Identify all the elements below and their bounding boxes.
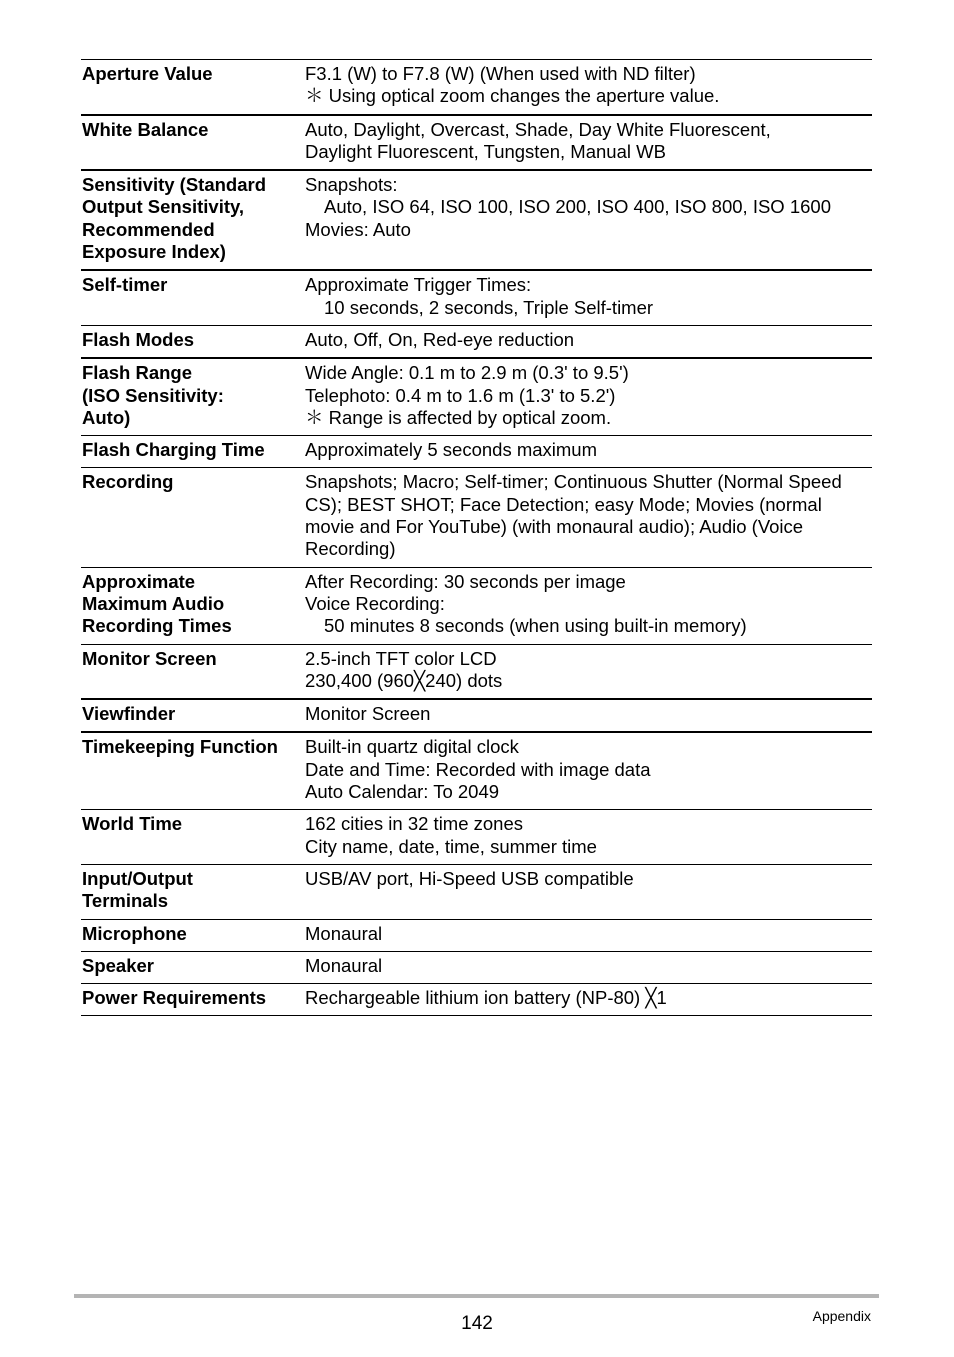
spec-value-cell — [304, 170, 872, 270]
spec-row — [81, 699, 872, 732]
spec-row — [81, 951, 872, 983]
spec-row — [81, 358, 872, 435]
spec-value-line: ＊ Range is affected by optical zoom. — [305, 406, 612, 428]
spec-value-cell — [304, 436, 872, 468]
spec-label: Microphone — [82, 922, 187, 944]
spec-value-line: Approximately 5 seconds maximum — [305, 439, 597, 461]
spec-value-cell — [304, 468, 872, 567]
spec-row — [81, 567, 872, 644]
spec-value — [304, 700, 872, 731]
spec-value-line: Movies: Auto — [305, 218, 411, 240]
spec-label-cell — [81, 732, 304, 809]
spec-value-line: Monaural — [305, 922, 383, 944]
spec-row — [81, 60, 872, 115]
spec-label: Self-timer — [82, 274, 168, 296]
spec-row — [81, 919, 872, 951]
spec-value-cell — [304, 358, 872, 435]
spec-value — [304, 733, 872, 809]
spec-label: Approximate Maximum Audio Recording Times — [82, 570, 232, 637]
spec-value-cell — [304, 984, 872, 1016]
spec-value — [304, 865, 872, 896]
spec-value-line: Auto, ISO 64, ISO 100, ISO 200, ISO 400, ISO 800, ISO 1600 — [324, 196, 831, 218]
spec-value — [304, 920, 872, 951]
spec-row — [81, 644, 872, 699]
spec-value-cell — [304, 325, 872, 358]
spec-label: Power Requirements — [82, 987, 267, 1009]
spec-label-cell — [81, 699, 304, 732]
spec-value — [304, 359, 872, 435]
spec-value-line: Auto, Daylight, Overcast, Shade, Day White Fluorescent, — [305, 118, 771, 140]
spec-label-cell — [81, 468, 304, 567]
spec-value-cell — [304, 699, 872, 732]
spec-label-cell — [81, 358, 304, 435]
spec-value-line: 50 minutes 8 seconds (when using built-in memory) — [324, 615, 747, 637]
spec-label: Input/Output Terminals — [82, 867, 193, 912]
spec-value-line: Wide Angle: 0.1 m to 2.9 m (0.3' to 9.5') — [305, 362, 629, 384]
spec-label: Viewfinder — [82, 703, 176, 725]
spec-value-cell — [304, 644, 872, 699]
spec-row — [81, 270, 872, 325]
spec-label-cell — [81, 436, 304, 468]
specifications-table-body — [81, 60, 872, 1016]
footer-divider — [74, 1294, 879, 1298]
spec-value-cell — [304, 951, 872, 983]
spec-value-line: Telephoto: 0.4 m to 1.6 m (1.3' to 5.2') — [305, 384, 616, 406]
spec-value-cell — [304, 919, 872, 951]
spec-label: Sensitivity (Standard Output Sensitivity, Recommended Exposure Index) — [82, 174, 267, 263]
spec-value-line: ＊ Using optical zoom changes the aperture value. — [305, 85, 720, 107]
spec-value-line: Snapshots; Macro; Self-timer; Continuous Shutter (Normal Speed CS); BEST SHOT; Face Detection; easy Mode; Movies (normal movie and For YouTube) (with monaural audio); Audio (Voice Recording) — [305, 471, 842, 560]
section-name: Appendix — [812, 1308, 871, 1324]
spec-value-line: Snapshots: — [305, 174, 398, 196]
spec-value — [304, 984, 872, 1015]
spec-value-line: Built-in quartz digital clock — [305, 736, 519, 758]
spec-value — [304, 645, 872, 699]
spec-label-cell — [81, 984, 304, 1016]
spec-label-cell — [81, 170, 304, 270]
spec-value — [304, 116, 872, 170]
spec-label: World Time — [82, 813, 183, 835]
spec-label-cell — [81, 951, 304, 983]
spec-row — [81, 468, 872, 567]
spec-value-line: Auto Calendar: To 2049 — [305, 781, 500, 803]
spec-value-line: USB/AV port, Hi-Speed USB compatible — [305, 867, 634, 889]
spec-value-line: Monaural — [305, 954, 383, 976]
spec-row — [81, 984, 872, 1016]
spec-value-line: Approximate Trigger Times: — [305, 274, 532, 296]
spec-row — [81, 325, 872, 358]
spec-value — [304, 952, 872, 983]
spec-value-line: 230,400 (960╳240) dots — [305, 669, 503, 691]
spec-label-cell — [81, 864, 304, 919]
spec-label-cell — [81, 567, 304, 644]
spec-label-cell — [81, 325, 304, 358]
spec-value — [304, 810, 872, 864]
spec-value-cell — [304, 864, 872, 919]
spec-value-cell — [304, 115, 872, 171]
spec-value-line: 10 seconds, 2 seconds, Triple Self-timer — [324, 296, 654, 318]
spec-value-cell — [304, 270, 872, 325]
spec-label: Flash Range (ISO Sensitivity: Auto) — [82, 362, 224, 428]
spec-value-cell — [304, 732, 872, 809]
spec-value — [304, 568, 872, 644]
spec-value-line: Daylight Fluorescent, Tungsten, Manual WB — [305, 140, 666, 162]
spec-value-cell — [304, 60, 872, 115]
spec-value-line: After Recording: 30 seconds per image — [305, 570, 626, 592]
spec-value-line: Date and Time: Recorded with image data — [305, 758, 651, 780]
spec-label-cell — [81, 115, 304, 171]
spec-value-line: 162 cities in 32 time zones — [305, 813, 524, 835]
spec-value — [304, 271, 872, 325]
spec-row — [81, 436, 872, 468]
spec-value — [304, 326, 872, 357]
spec-value-cell — [304, 567, 872, 644]
spec-value-line: Voice Recording: — [305, 592, 445, 614]
spec-value-line: F3.1 (W) to F7.8 (W) (When used with ND filter) — [305, 63, 696, 84]
spec-label-cell — [81, 60, 304, 115]
spec-row — [81, 732, 872, 809]
spec-row — [81, 170, 872, 270]
spec-value — [304, 171, 872, 247]
spec-label: White Balance — [82, 118, 209, 140]
spec-row — [81, 864, 872, 919]
spec-value-line: Auto, Off, On, Red-eye reduction — [305, 328, 575, 350]
spec-label: Timekeeping Function — [82, 736, 278, 758]
spec-value-line: Monitor Screen — [305, 703, 431, 725]
spec-value — [304, 60, 872, 114]
spec-label: Monitor Screen — [82, 647, 217, 669]
page-number: 142 — [461, 1313, 493, 1334]
spec-value-line: Rechargeable lithium ion battery (NP-80) ╳1 — [305, 987, 667, 1009]
spec-value-line: City name, date, time, summer time — [305, 835, 597, 857]
specifications-table — [81, 59, 872, 1016]
spec-value — [304, 436, 872, 467]
spec-value-cell — [304, 810, 872, 865]
spec-label: Aperture Value — [82, 63, 213, 84]
spec-row — [81, 810, 872, 865]
spec-label: Flash Charging Time — [82, 439, 265, 461]
spec-label-cell — [81, 270, 304, 325]
spec-value-line: 2.5-inch TFT color LCD — [305, 647, 497, 669]
spec-label: Speaker — [82, 954, 154, 976]
spec-label: Recording — [82, 471, 174, 493]
spec-row — [81, 115, 872, 171]
spec-label-cell — [81, 644, 304, 699]
spec-label-cell — [81, 810, 304, 865]
spec-label: Flash Modes — [82, 328, 195, 350]
spec-value — [304, 468, 872, 566]
spec-label-cell — [81, 919, 304, 951]
